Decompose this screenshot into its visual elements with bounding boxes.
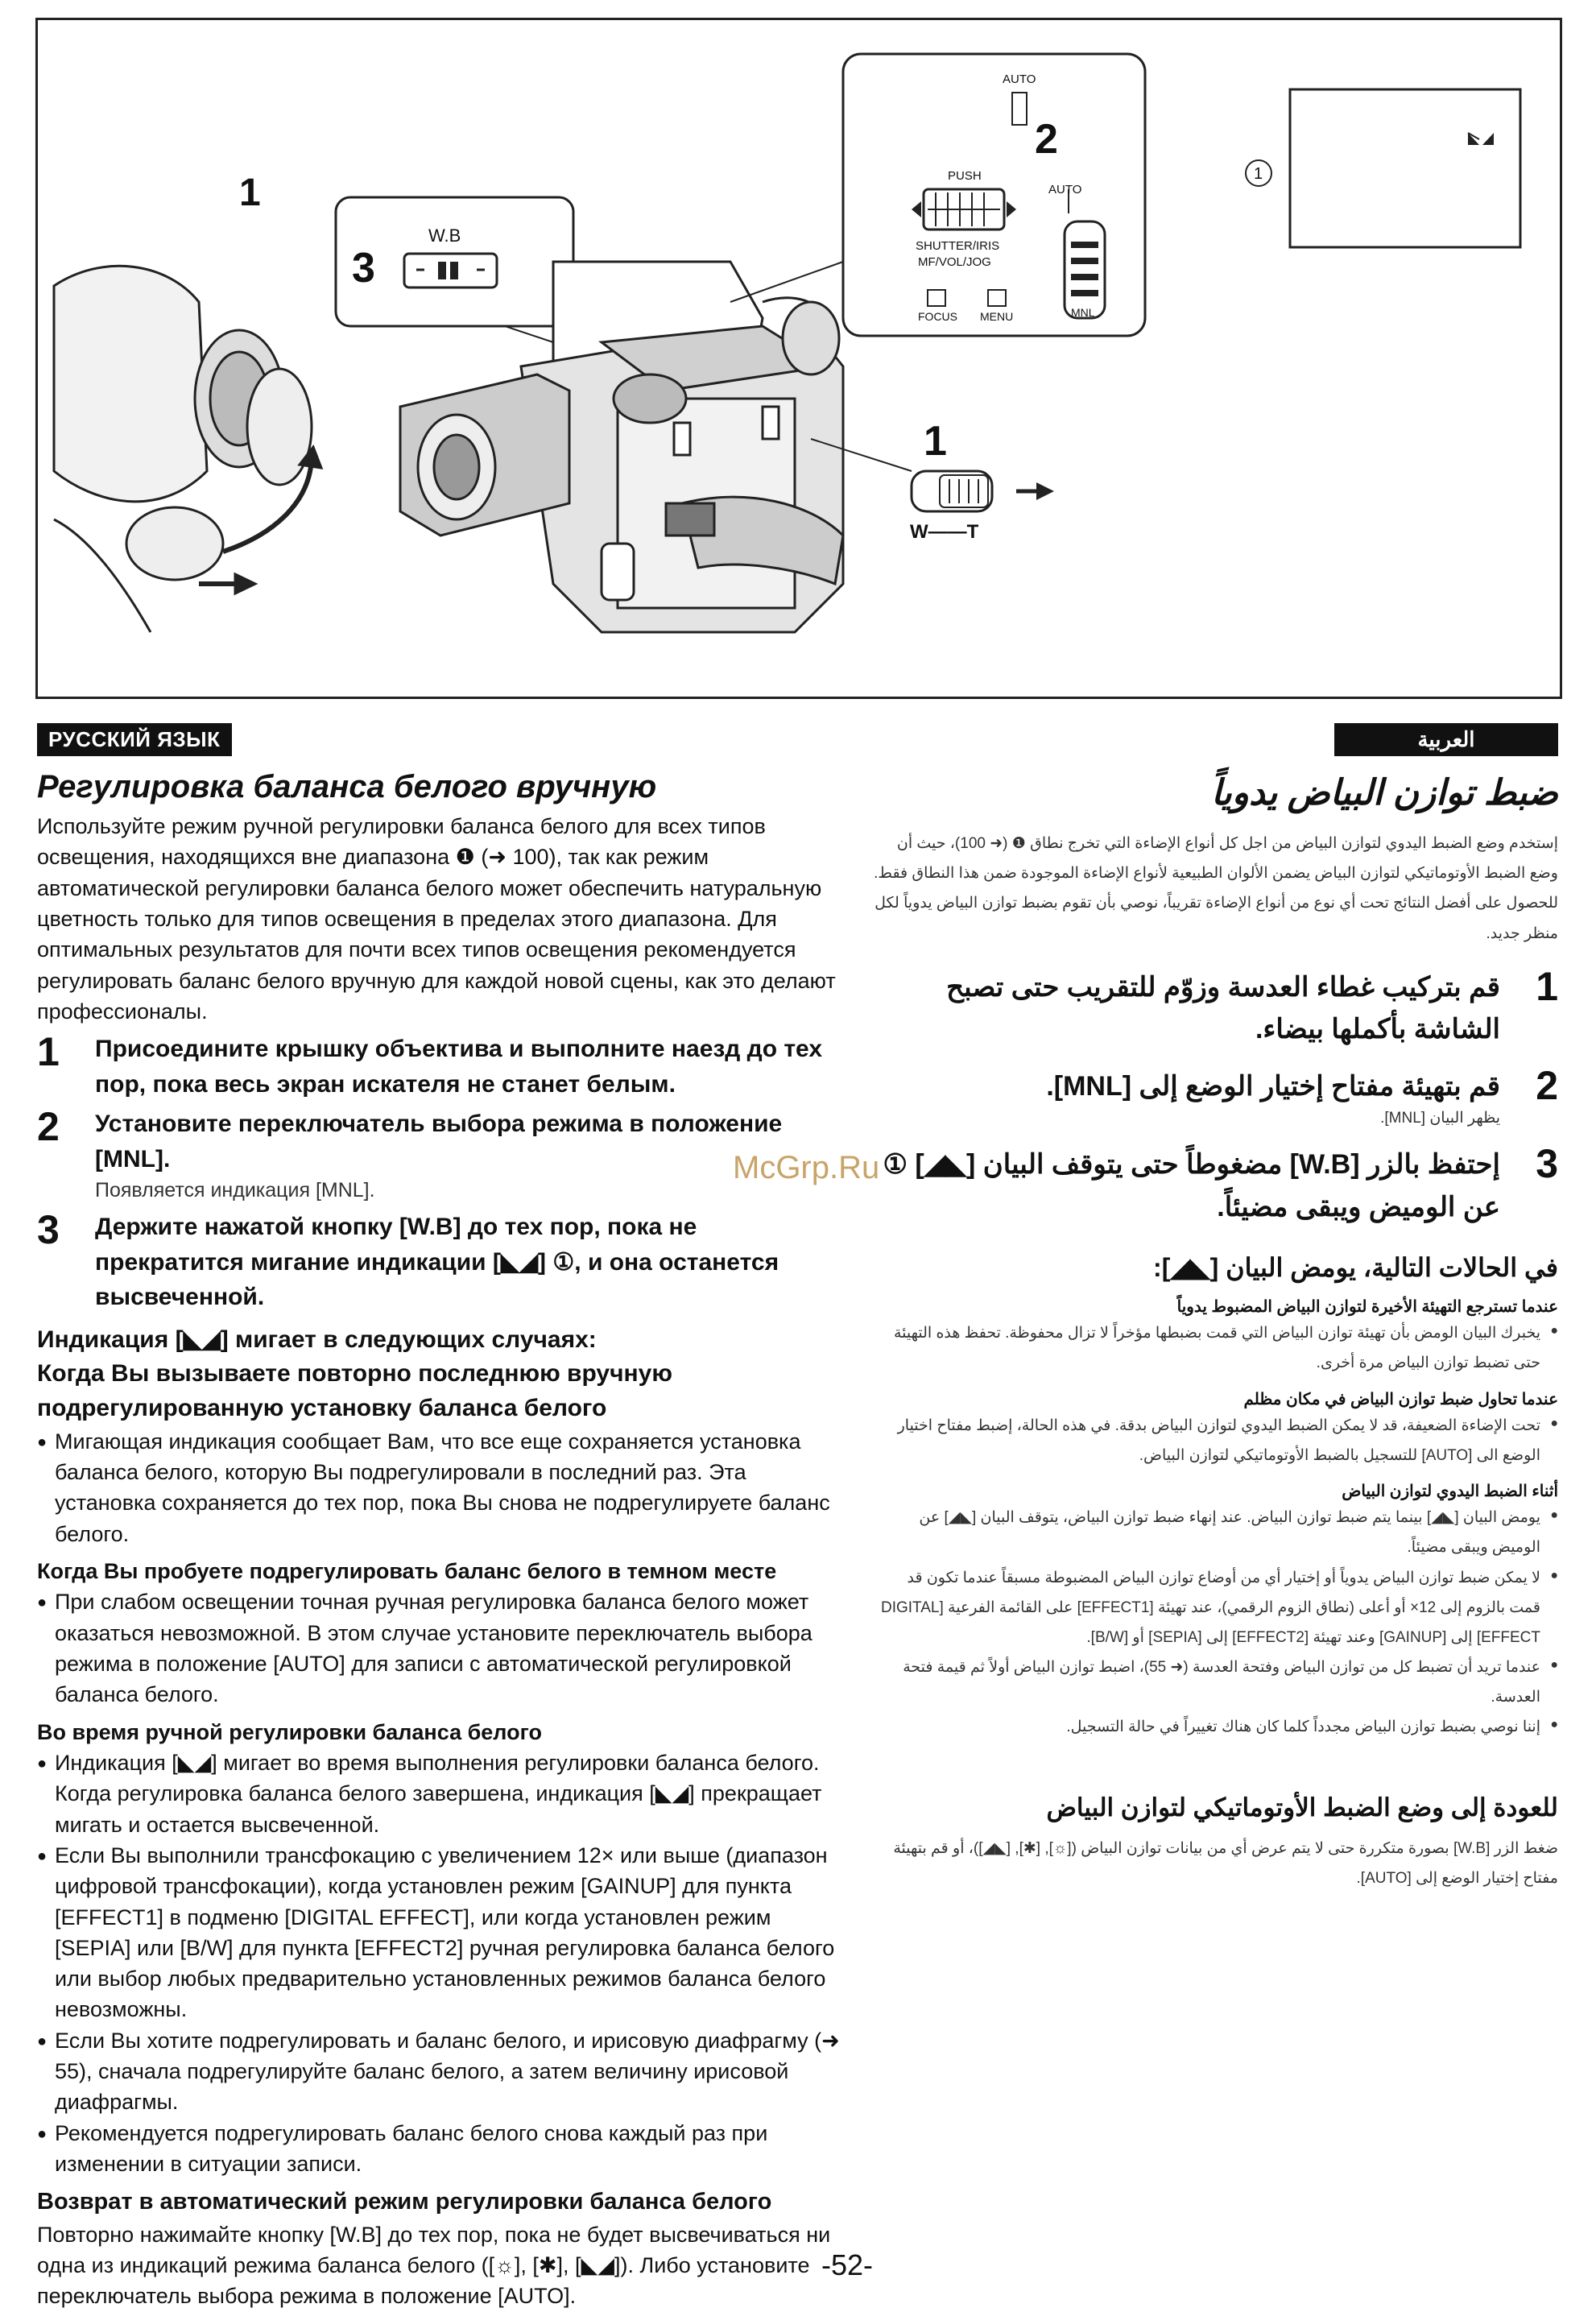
russian-case2-heading: Когда Вы пробуете подрегулировать баланс белого в темном месте [37, 1558, 777, 1583]
zoom-wt-label: W——T [910, 521, 979, 543]
arabic-step-1 [874, 963, 1558, 1051]
russian-column [37, 723, 842, 2312]
wb-label: W.B [428, 225, 461, 246]
russian-blink-heading: Индикация [◣◢] мигает в следующих случаях: [37, 1326, 597, 1353]
callout-3: 3 [352, 245, 375, 292]
arabic-case2-list [874, 1411, 1558, 1470]
step-number: 3 [1536, 1141, 1558, 1187]
shutter-iris-label: SHUTTER/IRIS [916, 239, 1000, 253]
russian-language-tab: РУССКИЙ ЯЗЫК [37, 723, 232, 756]
auto-side-label: AUTO [1048, 183, 1082, 196]
list-item: ● عندما تريد أن تضبط كل من توازن البياض وفتحة العدسة (➜ 55)، اضبط توازن البياض أولاً ثم قيمة فتحة العدسة. [874, 1652, 1558, 1712]
page-number: -52- [821, 2248, 874, 2281]
list-item: ● Если Вы выполнили трансфокацию с увеличением 12× или выше (диапазон цифровой трансфокации), когда установлен режим [GAINUP] для пункта [EFFECT1] в подменю [DIGITAL EFFECT], или когда установлен режим [SEPIA] или [B/W] для пункта [EFFECT2] ручная регулировка баланса белого или выбор любых предварительно установленных режимов баланса белого невозможны. [37, 1840, 842, 2025]
watermark: McGrp.Ru [733, 1150, 880, 1185]
list-item: ● إننا نوصي بضبط توازن البياض مجدداً كلما كان هناك تغييراً في حالة التسجيل. [874, 1712, 1558, 1742]
step-number: 2 [1536, 1062, 1558, 1108]
step-text: إحتفظ بالزر [W.B] مضغوطاً حتى يتوقف البيان [◣◢] ① عن الوميض ويبقى مضيئاً. [883, 1149, 1500, 1222]
arabic-step-3 [874, 1141, 1558, 1228]
step-number: 3 [37, 1207, 60, 1253]
russian-case1-heading: Когда Вы вызываете повторно последнюю вручную подрегулированную установку баланса белого [37, 1360, 672, 1421]
arabic-case3-list [874, 1503, 1558, 1741]
arabic-case1-heading: عندما تسترجع التهيئة الأخيرة لتوازن البياض المضبوط يدوياً [1176, 1298, 1558, 1317]
russian-return-heading: Возврат в автоматический режим регулировки баланса белого [37, 2189, 772, 2215]
russian-case1-list [37, 1426, 842, 1549]
step-text: قم بتركيب غطاء العدسة وزوّم للتقريب حتى تصبح الشاشة بأكملها بيضاء. [946, 971, 1500, 1045]
russian-step-3 [37, 1207, 842, 1315]
list-item: ● Рекомендуется подрегулировать баланс белого снова каждый раз при изменении в ситуации записи. [37, 2118, 842, 2180]
arabic-intro: إستخدم وضع الضبط اليدوي لتوازن البياض من اجل كل أنواع الإضاءة التي تخرج نطاق ❶ (➜ 100)، حيث أن وضع الضبط الأوتوماتيكي لتوازن البياض يضمن الألوان الطبيعية لأنواع الإضاءة الموجودة ضمن هذا النطاق فقط. للحصول على أفضل النتائج تحت أي نوع من أنواع الإضاءة تقريباً، نوصي بأن تقوم بضبط توازن البياض يدوياً لكل منظر جديد. [874, 835, 1558, 942]
arabic-title: ضبط توازن البياض يدوياً [1211, 773, 1558, 813]
list-item: ● Если Вы хотите подрегулировать и баланс белого, и ирисовую диафрагму (➜ 55), сначала подрегулируйте баланс белого, а затем величину ирисовой диафрагмы. [37, 2025, 842, 2118]
list-item: ● يومض البيان [◣◢] بينما يتم ضبط توازن البياض. عند إنهاء ضبط توازن البياض، يتوقف البيان [◣◢] عن الوميض ويبقى مضيئاً. [874, 1503, 1558, 1562]
step-text: Присоедините крышку объектива и выполните наезд до тех пор, пока весь экран искателя не станет белым. [95, 1036, 823, 1098]
arabic-step-2-sub: يظهر البيان [MNL]. [1380, 1109, 1500, 1127]
step-text: Установите переключатель выбора режима в положение [MNL]. [95, 1111, 783, 1173]
mode-dial-callout [730, 54, 1145, 336]
russian-step-2-sub: Появляется индикация [MNL]. [95, 1179, 375, 1202]
list-item: ● Индикация [◣◢] мигает во время выполнения регулировки баланса белого. Когда регулировка баланса белого завершена, индикация [◣◢] прекращает мигать и остается высвеченной. [37, 1747, 842, 1840]
focus-label: FOCUS [918, 310, 957, 323]
list-item: ● Мигающая индикация сообщает Вам, что все еще сохраняется установка баланса белого, которую Вы подрегулировали в последний раз. Эта установка сохраняется до тех пор, пока Вы снова не подрегулируете баланс белого. [37, 1426, 842, 1549]
step-text: Держите нажатой кнопку [W.B] до тех пор, пока не прекратится мигание индикации [◣◢] ①, и она останется высвеченной. [95, 1214, 779, 1311]
russian-step-1 [37, 1029, 842, 1102]
lens-cap-drawing [54, 266, 321, 632]
step-number: 2 [37, 1104, 60, 1150]
step-number: 1 [1536, 963, 1558, 1009]
callout-2: 2 [1035, 116, 1058, 163]
arabic-blink-heading: في الحالات التالية، يومض البيان [◣◢]: [1153, 1252, 1558, 1282]
list-item: ● لا يمكن ضبط توازن البياض يدوياً أو إختيار أي من أوضاع توازن البياض المضبوطة مسبقاً عندما تكون قد قمت بالزوم إلى 12× أو أعلى (نطاق الزوم الرقمي)، عند تهيئة [EFFECT1] على القائمة الفرعية [DIGITAL EFFECT] إلى [GAINUP] وعند تهيئة [EFFECT2] إلى [SEPIA] أو [B/W]. [874, 1563, 1558, 1652]
arabic-return-heading: للعودة إلى وضع الضبط الأوتوماتيكي لتوازن البياض [1046, 1793, 1558, 1822]
step-number: 1 [37, 1029, 60, 1075]
russian-case3-list [37, 1747, 842, 2180]
mnl-label: MNL [1071, 306, 1095, 319]
mf-vol-jog-label: MF/VOL/JOG [918, 255, 991, 269]
display-screen [1246, 89, 1520, 247]
arabic-case3-heading: أثناء الضبط اليدوي لتوازن البياض [1342, 1483, 1558, 1501]
arabic-column [874, 723, 1558, 1893]
russian-intro: Используйте режим ручной регулировки баланса белого для всех типов освещения, находящихся вне диапазона ❶ (➜ 100), так как режим автоматической регулировки баланса белого может обеспечить натуральную цветность только для типов освещения в пределах этого диапазона. Для оптимальных результатов для почти всех типов освещения рекомендуется регулировать баланс белого вручную для каждой новой сцены, как это делают профессионалы. [37, 814, 836, 1024]
auto-top-label: AUTO [1003, 72, 1036, 86]
russian-title: Регулировка баланса белого вручную [37, 769, 657, 804]
push-label: PUSH [948, 169, 982, 183]
russian-return-text: Повторно нажимайте кнопку [W.B] до тех пор, пока не будет высвечиваться ни одна из индикаций режима баланса белого ([☼], [✱], [◣◢]). Либо установите переключатель выбора режима в положение [AUTO]. [37, 2222, 831, 2309]
step-text: قم بتهيئة مفتاح إختيار الوضع إلى [MNL]. [1046, 1070, 1500, 1102]
callout-1-zoom: 1 [924, 418, 947, 465]
camcorder-illustration [38, 20, 1560, 697]
arabic-return-text: ضغط الزر [W.B] بصورة متكررة حتى لا يتم عرض أي من بيانات توازن البياض ([☼], [✱], [◣◢])، أو قم بتهيئة مفتاح إختيار الوضع إلى [AUTO]. [893, 1839, 1558, 1887]
arabic-language-tab: العربية [1334, 723, 1558, 756]
menu-label: MENU [980, 310, 1014, 323]
list-item: ● يخبرك البيان الومض بأن تهيئة توازن البياض التي قمت بضبطها مؤخراً لا تزال محفوظة. تحفظ هذه التهيئة حتى تضبط توازن البياض مرة أخرى. [874, 1318, 1558, 1378]
arabic-case1-list [874, 1318, 1558, 1378]
russian-step-2 [37, 1106, 842, 1177]
arabic-case2-heading: عندما تحاول ضبط توازن البياض في مكان مظلم [1243, 1390, 1558, 1408]
circled-1-label: 1 [1254, 165, 1263, 183]
list-item: ● При слабом освещении точная ручная регулировка баланса белого может оказаться невозможной. В этом случае установите переключатель выбора режима в положение [AUTO] для записи с автоматической регулировкой баланса белого. [37, 1586, 842, 1710]
russian-case2-list [37, 1586, 842, 1710]
illustration-frame [35, 18, 1562, 699]
russian-case3-heading: Во время ручной регулировки баланса белого [37, 1719, 542, 1744]
callout-1-left: 1 [239, 172, 261, 214]
arabic-step-2 [874, 1062, 1558, 1108]
list-item: ● تحت الإضاءة الضعيفة، قد لا يمكن الضبط اليدوي لتوازن البياض بدقة. في هذه الحالة، إضبط مفتاح اختيار الوضع الى [AUTO] للتسجيل بالضبط الأوتوماتيكي لتوازن البياض. [874, 1411, 1558, 1470]
